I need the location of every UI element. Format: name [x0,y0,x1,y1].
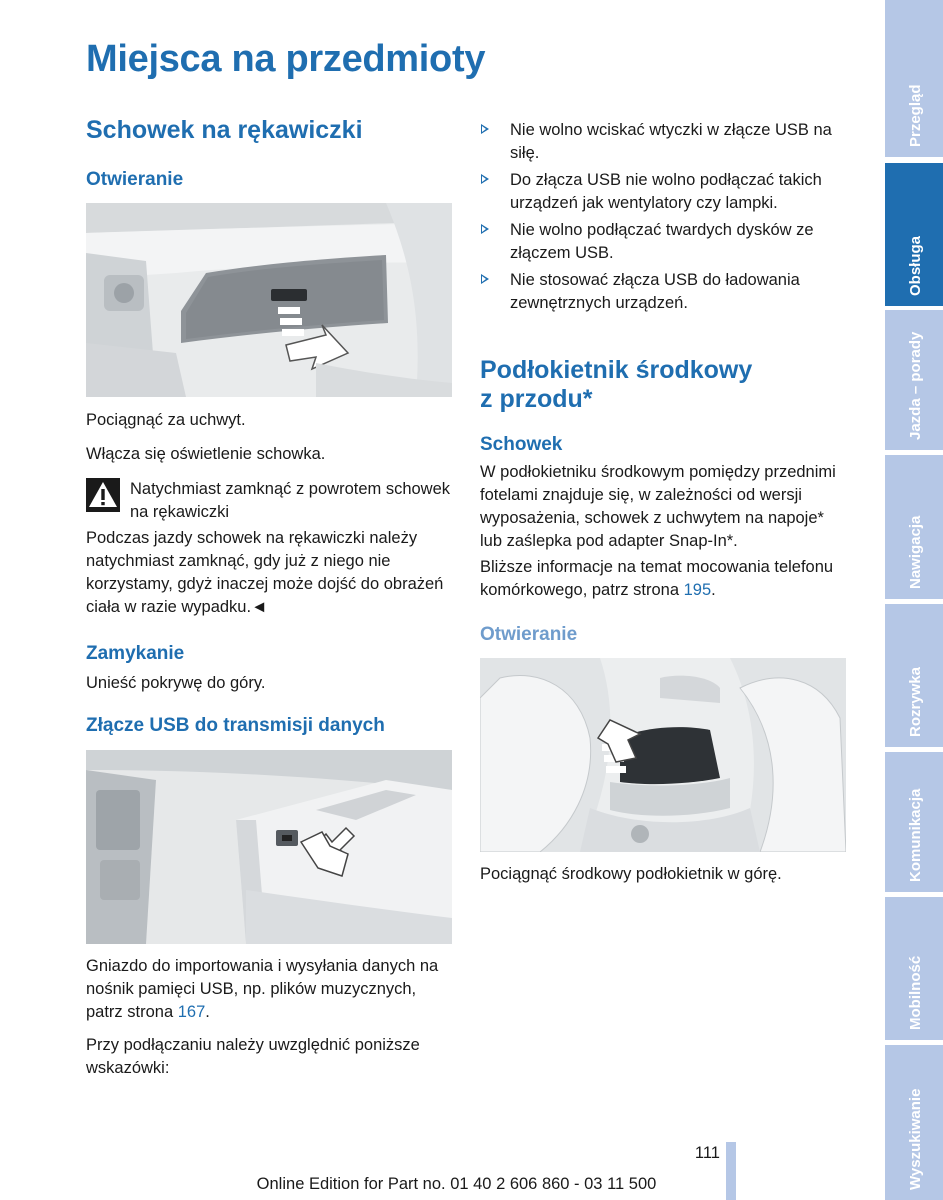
armrest-opening-paragraph: Pociągnąć środkowy podłokietnik w górę. [480,865,782,883]
bullet-text: Nie stosować złącza USB do ładowania zewnętrznych urządzeń. [510,271,800,312]
section-title-armrest-line1: Podłokietnik środkowy [480,356,753,384]
heading-closing: Zamykanie [86,643,185,664]
tab-label: Komunikacja [907,788,924,882]
usb-paragraph-2: Przy podłączaniu należy uwzględnić poniższe wskazówki: [86,1036,420,1077]
opening-paragraph-1: Pociągnąć za uchwyt. [86,411,246,429]
list-item [480,269,848,315]
opening-paragraph-2: Włącza się oświetlenie schowka. [86,445,326,463]
triangle-bullet-icon [481,174,489,184]
tab-komunikacja[interactable] [885,752,943,892]
section-title-glovebox: Schowek na rękawiczki [86,116,363,144]
usb-port-illustration [86,750,452,944]
section-title-armrest [480,356,848,414]
tab-label: Przegląd [907,84,924,147]
left-column [86,116,454,145]
usb-paragraph-1 [86,955,454,1024]
tab-przeglad[interactable] [885,0,943,157]
triangle-bullet-icon [481,124,489,134]
section-title-armrest-line2: z przodu* [480,385,593,413]
tab-label: Rozrywka [907,666,924,737]
chapter-tab-bar [885,0,943,1200]
triangle-bullet-icon [481,224,489,234]
list-item [480,169,848,215]
page-link-167[interactable]: 167 [177,1003,206,1021]
footer-edition: Online Edition for Part no. 01 40 2 606 860 - 03 11 500 [256,1175,657,1193]
armrest-illustration [480,658,846,852]
warning-title: Natychmiast zamknąć z powrotem schowek na rękawiczki [130,480,451,521]
bullet-text: Nie wolno wciskać wtyczki w złącze USB na siłę. [510,121,832,162]
storage-paragraph-2 [480,556,848,602]
heading-armrest-opening: Otwieranie [480,624,578,645]
usb-paragraph-1-end: . [205,1003,210,1021]
storage-paragraph-2-text: Bliższe informacje na temat mocowania telefonu komórkowego, patrz strona [480,558,834,599]
list-item [480,119,848,165]
tab-label: Jazda – porady [907,331,924,440]
tab-obsluga[interactable] [885,163,943,306]
warning-icon [86,478,120,512]
warning-body: Podczas jazdy schowek na rękawiczki należy natychmiast zamknąć, gdy już z niego nie korzystamy, gdyż inaczej może dojść do obrażeń ciała w razie wypadku.◄ [86,529,444,616]
heading-usb: Złącze USB do transmisji danych [86,715,385,736]
glovebox-illustration [86,203,452,397]
triangle-bullet-icon [481,274,489,284]
heading-opening: Otwieranie [86,169,184,190]
storage-paragraph-2-end: . [711,581,716,599]
usb-bullet-list [480,119,848,319]
tab-label: Obsługa [907,235,924,296]
bullet-text: Nie wolno podłączać twardych dysków ze złączem USB. [510,221,814,262]
page-number: 111 [694,1144,720,1162]
list-item [480,219,848,265]
tab-label: Wyszukiwanie [907,1088,924,1190]
page-title: Miejsca na przedmioty [86,38,486,80]
tab-mobilnosc[interactable] [885,897,943,1040]
tab-label: Nawigacja [907,515,924,589]
storage-paragraph-1: W podłokietniku środkowym pomiędzy przednimi fotelami znajduje się, w zależności od wersji wyposażenia, schowek z uchwytem na napoje* lub zaślepka pod adapter Snap-In*. [480,463,836,550]
tab-jazda-porady[interactable] [885,310,943,450]
page-link-195[interactable]: 195 [683,581,712,599]
bullet-text: Do złącza USB nie wolno podłączać takich urządzeń jak wentylatory czy lampki. [510,171,822,212]
usb-paragraph-1-text: Gniazdo do importowania i wysyłania danych na nośnik pamięci USB, np. plików muzycznych, patrz strona [86,957,439,1021]
tab-rozrywka[interactable] [885,604,943,747]
closing-paragraph: Unieść pokrywę do góry. [86,674,266,692]
tab-label: Mobilność [907,955,924,1030]
tab-nawigacja[interactable] [885,455,943,599]
heading-storage: Schowek [480,434,563,455]
